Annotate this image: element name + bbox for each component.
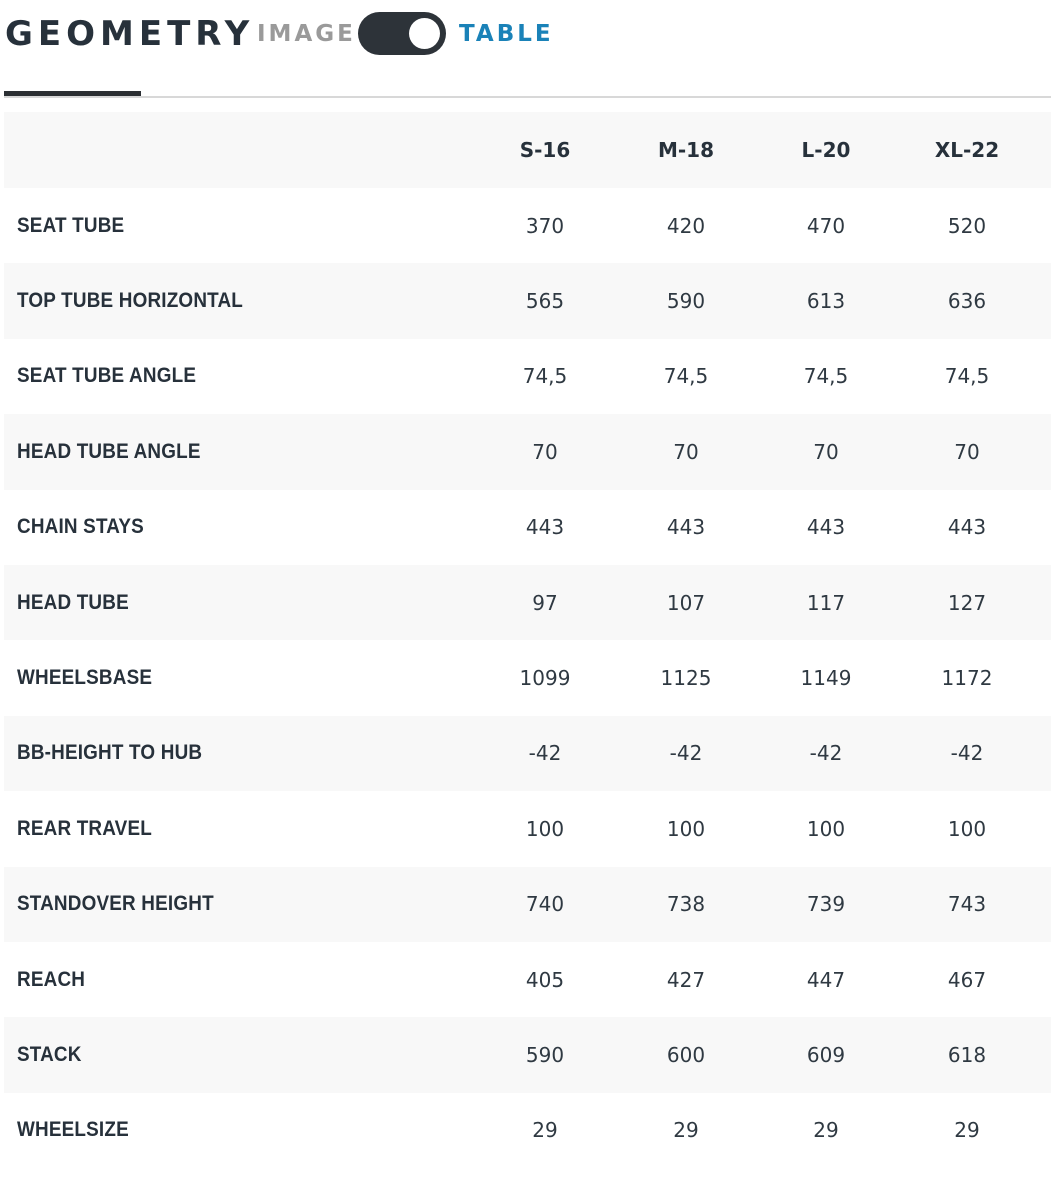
row-value: -42 xyxy=(669,741,703,766)
row-value: 743 xyxy=(947,892,987,917)
row-label: STACK xyxy=(17,1042,82,1066)
table-row xyxy=(4,867,1051,942)
row-value: 70 xyxy=(813,439,839,464)
row-value: 100 xyxy=(947,816,987,841)
row-label: CHAIN STAYS xyxy=(17,515,144,539)
row-value: 117 xyxy=(806,590,846,615)
table-body xyxy=(4,188,1051,1168)
row-label: WHEELSBASE xyxy=(17,666,153,690)
row-value: 29 xyxy=(532,1118,558,1143)
row-label: WHEELSIZE xyxy=(17,1118,129,1142)
row-value: 100 xyxy=(525,816,565,841)
row-value: -42 xyxy=(809,741,843,766)
row-label: SEAT TUBE xyxy=(17,213,125,237)
row-value: 590 xyxy=(525,1042,565,1067)
column-header: S-16 xyxy=(519,138,571,162)
row-label: TOP TUBE HORIZONTAL xyxy=(17,289,244,313)
table-row xyxy=(4,1017,1051,1092)
row-value: 520 xyxy=(947,213,987,238)
view-option-image[interactable]: IMAGE xyxy=(257,21,356,47)
row-value: 1149 xyxy=(800,666,852,691)
table-row xyxy=(4,414,1051,489)
row-value: 29 xyxy=(673,1118,699,1143)
row-value: 739 xyxy=(806,892,846,917)
table-row xyxy=(4,263,1051,338)
row-value: 636 xyxy=(947,289,987,314)
row-value: 100 xyxy=(806,816,846,841)
row-value: 74,5 xyxy=(944,364,990,389)
row-value: 443 xyxy=(525,515,565,540)
row-label: HEAD TUBE ANGLE xyxy=(17,439,201,463)
row-value: 370 xyxy=(525,213,565,238)
table-row xyxy=(4,942,1051,1017)
row-value: 590 xyxy=(666,289,706,314)
row-value: 1172 xyxy=(941,666,993,691)
table-row xyxy=(4,565,1051,640)
row-value: 1125 xyxy=(660,666,712,691)
table-row xyxy=(4,188,1051,263)
geometry-table xyxy=(4,112,1051,1168)
row-value: 613 xyxy=(806,289,846,314)
row-value: 470 xyxy=(806,213,846,238)
row-label: BB-HEIGHT TO HUB xyxy=(17,741,203,765)
row-value: 29 xyxy=(954,1118,980,1143)
row-label: REACH xyxy=(17,967,86,991)
row-value: 1099 xyxy=(519,666,571,691)
row-value: 74,5 xyxy=(803,364,849,389)
row-value: 565 xyxy=(525,289,565,314)
row-value: 467 xyxy=(947,967,987,992)
view-option-table[interactable]: TABLE xyxy=(459,21,554,47)
view-toggle[interactable] xyxy=(358,12,446,55)
table-header-row xyxy=(4,112,1051,188)
section-title: GEOMETRY xyxy=(5,14,255,54)
row-value: 443 xyxy=(947,515,987,540)
row-label: STANDOVER HEIGHT xyxy=(17,892,214,916)
row-value: 427 xyxy=(666,967,706,992)
table-row xyxy=(4,490,1051,565)
row-value: 74,5 xyxy=(522,364,568,389)
row-label: HEAD TUBE xyxy=(17,590,129,614)
section-divider xyxy=(4,96,1051,98)
row-value: 443 xyxy=(666,515,706,540)
row-value: 447 xyxy=(806,967,846,992)
table-row xyxy=(4,1093,1051,1168)
row-value: 740 xyxy=(525,892,565,917)
row-value: 97 xyxy=(532,590,558,615)
row-value: 70 xyxy=(673,439,699,464)
row-value: 420 xyxy=(666,213,706,238)
row-value: -42 xyxy=(950,741,984,766)
row-value: 443 xyxy=(806,515,846,540)
row-value: 618 xyxy=(947,1042,987,1067)
row-label: SEAT TUBE ANGLE xyxy=(17,364,197,388)
column-header: XL-22 xyxy=(934,138,1000,162)
column-header: M-18 xyxy=(657,138,715,162)
row-value: -42 xyxy=(528,741,562,766)
column-header: L-20 xyxy=(801,138,851,162)
row-value: 600 xyxy=(666,1042,706,1067)
row-value: 107 xyxy=(666,590,706,615)
table-row xyxy=(4,339,1051,414)
row-value: 609 xyxy=(806,1042,846,1067)
row-value: 70 xyxy=(954,439,980,464)
section-title-underline xyxy=(4,91,141,96)
row-value: 29 xyxy=(813,1118,839,1143)
row-value: 405 xyxy=(525,967,565,992)
row-value: 127 xyxy=(947,590,987,615)
row-value: 74,5 xyxy=(663,364,709,389)
table-row xyxy=(4,640,1051,715)
table-row xyxy=(4,791,1051,866)
geometry-header xyxy=(0,0,1058,98)
row-value: 738 xyxy=(666,892,706,917)
row-value: 70 xyxy=(532,439,558,464)
row-value: 100 xyxy=(666,816,706,841)
row-label: REAR TRAVEL xyxy=(17,816,152,840)
toggle-knob xyxy=(409,18,440,49)
table-row xyxy=(4,716,1051,791)
